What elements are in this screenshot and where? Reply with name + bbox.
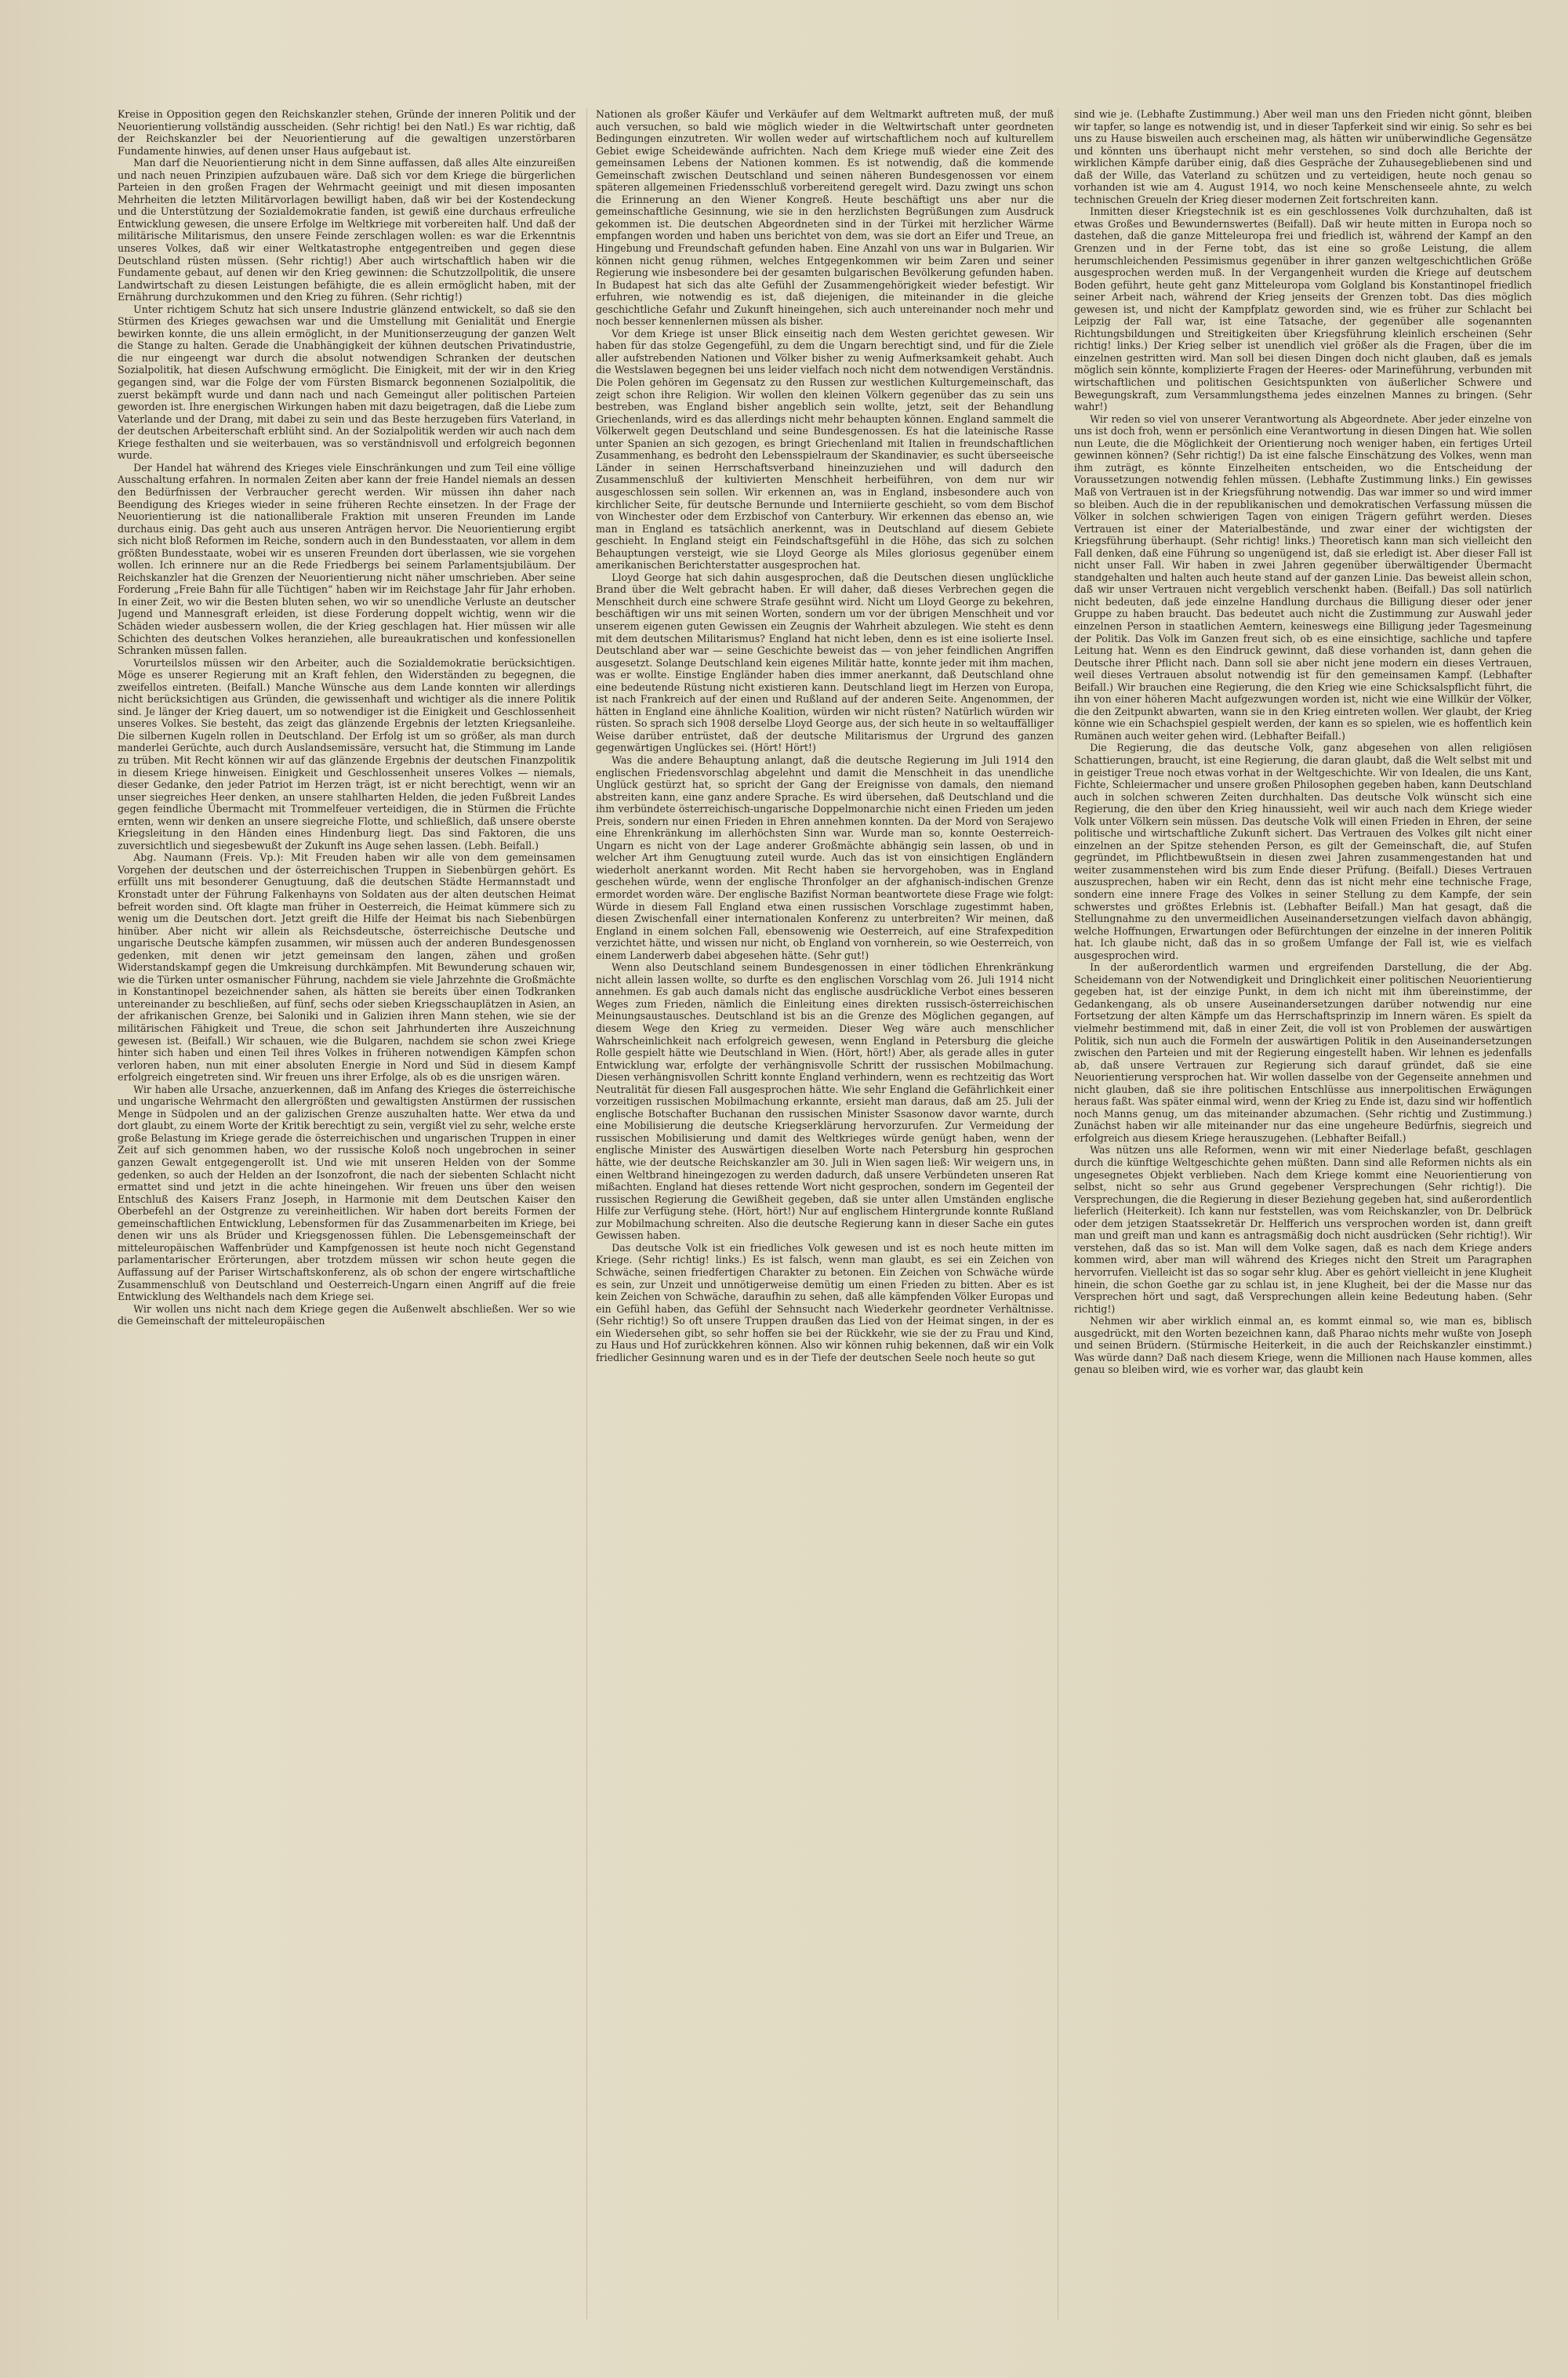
text-columns <box>118 108 1532 2319</box>
column-3-paragraph: sind wie je. (Lebhafte Zustimmung.) Aber weil man uns den Frieden nicht gönnt, bleiben wir tapfer, so lange es notwendig ist, und in dieser Tapferkeit sind wir einig. So sehr es bei uns zu Hause bisweilen auch erscheinen mag, als hätten wir unüberwindliche Gegensätze und könnten uns überhaupt nicht mehr verstehen, so sind doch alle Berichte der wirklichen Kämpfe darüber einig, daß dies Gespräche der Zuhausegebliebenen sind und daß der Wille, das Vaterland zu schützen und zu verteidigen, heute noch genau so vorhanden ist wie am 4. August 1914, wo noch keine Menschenseele ahnte, zu welch technischen Greueln der Krieg dieser modernen Zeit fortschreiten kann. <box>1074 108 1532 205</box>
column-1-paragraph: Kreise in Opposition gegen den Reichskanzler stehen, Gründe der inneren Politik und der Neuorientierung vollständig ausscheiden. (Sehr richtig! bei den Natl.) Es war richtig, daß der Reichskanzler bei der Neuorientierung auf die gewaltigen unzerstörbaren Fundamente hinwies, auf denen unser Haus aufgebaut ist. <box>118 108 575 157</box>
column-2-paragraph: Nationen als großer Käufer und Verkäufer auf dem Weltmarkt auftreten muß, der muß auch versuchen, so bald wie möglich wieder in die Weltwirtschaft unter geordneten Bedingungen einzutreten. Wir wollen weder auf wirtschaftlichem noch auf kulturellem Gebiet ewige Scheidewände aufrichten. Nach dem Kriege muß wieder eine Zeit des gemeinsamen Lebens der Nationen kommen. Es ist notwendig, daß die kommende Gemeinschaft zwischen Deutschland und seinen näheren Bundesgenossen vor einem späteren allgemeinen Friedensschluß vorbereitend geregelt wird. Dazu zwingt uns schon die Erinnerung an den Wiener Kongreß. Heute beschäftigt uns aber nur die gemeinschaftliche Gesinnung, wie sie in den herzlichsten Begrüßungen zum Ausdruck gekommen ist. Die deutschen Abgeordneten sind in der Türkei mit herzlicher Wärme empfangen worden und haben uns berichtet von dem, was sie dort an Eifer und Treue, an Hingebung und Freundschaft gefunden haben. Eine Anzahl von uns war in Bulgarien. Wir können nicht genug rühmen, welches Entgegenkommen wir beim Zaren und seiner Regierung wie insbesondere bei der gesamten bulgarischen Bevölkerung gefunden haben. In Budapest hat sich das alte Gefühl der Zusammengehörigkeit wieder befestigt. Wir erfuhren, wie notwendig es ist, daß diejenigen, die miteinander in die gleiche geschichtliche Gefahr und Zukunft hineingehen, sich auch untereinander noch mehr und noch besser kennenlernen müssen als bisher. <box>596 108 1054 328</box>
column-1-paragraph: Wir wollen uns nicht nach dem Kriege gegen die Außenwelt abschließen. Wer so wie die Gemeinschaft der mitteleuropäischen <box>118 1302 575 1327</box>
column-1-paragraph: Wir haben alle Ursache, anzuerkennen, daß im Anfang des Krieges die österreichische und ungarische Wehrmacht den allergrößten und gewaltigsten Anstürmen der russischen Menge in Südpolen und an der galizischen Grenze auszuhalten hatte. Wer etwa da und dort glaubt, zu einem Worte der Kritik berechtigt zu sein, vergißt viel zu sehr, welche erste große Belastung im Kriege gerade die österreichischen und ungarischen Truppen in einer Zeit auf sich genommen haben, wo der russische Koloß noch ungebrochen in seiner ganzen Gewalt entgegengerollt ist. Und wie mit unseren Helden von der Somme gedenken, so auch der Helden an der Isonzofront, die nach der siebenten Schlacht nicht ermattet sind und jetzt in die achte hineingehen. Wir freuen uns über den weisen Entschluß des Kaisers Franz Joseph, in Harmonie mit dem Deutschen Kaiser den Oberbefehl an der Ostgrenze zu vereinheitlichen. Wir haben dort bereits Formen der gemeinschaftlichen Entwicklung, Lebensformen für das Zusammenarbeiten im Kriege, bei denen wir uns als Brüder und Kriegsgenossen fühlen. Die Lebensgemeinschaft der mitteleuropäischen Waffenbrüder und Kampfgenossen ist heute noch nicht Gegenstand parlamentarischer Erörterungen, aber trotzdem müssen wir schon heute gegen die Auffassung auf der Pariser Wirtschaftskonferenz, als ob schon der engere wirtschaftliche Zusammenschluß von Deutschland und Oesterreich-Ungarn einen Angriff auf die freie Entwicklung des Welthandels nach dem Kriege sei. <box>118 1083 575 1303</box>
column-2 <box>596 108 1054 2319</box>
column-2-paragraph: Das deutsche Volk ist ein friedliches Volk gewesen und ist es noch heute mitten im Kriege. (Sehr richtig! links.) Es ist falsch, wenn man glaubt, es sei ein Zeichen von Schwäche, seinen friedfertigen Charakter zu betonen. Ein Zeichen von Schwäche würde es sein, zur Unzeit und unnötigerweise demütig um einen Frieden zu bitten. Aber es ist kein Zeichen von Schwäche, daraufhin zu sehen, daß alle kämpfenden Völker Europas und ein Gefühl haben, das Gefühl der Sehnsucht nach Wiederkehr geordneter Verhältnisse. (Sehr richtig!) So oft unsere Truppen draußen das Lied von der Heimat singen, in der es ein Wiedersehen gibt, so sehr hoffen sie bei der Rückkehr, wie sie der zu Frau und Kind, zu Haus und Hof zurückkehren können. Also wir können ruhig bekennen, daß wir ein Volk friedlicher Gesinnung waren und es in der Tiefe der deutschen Seele noch heute so gut <box>596 1241 1054 1363</box>
column-1-paragraph: Vorurteilslos müssen wir den Arbeiter, auch die Sozialdemokratie berücksichtigen. Möge es unserer Regierung mit an Kraft fehlen, den Widerständen zu begegnen, die zweifellos eintreten. (Beifall.) Manche Wünsche aus dem Lande konnten wir allerdings nicht berücksichtigen aus Gründen, die gewissenhaft und wichtiger als die innere Politik sind. Je länger der Krieg dauert, um so notwendiger ist die Einigkeit und Geschlossenheit unseres Volkes. Sie besteht, das zeigt das glänzende Ergebnis der letzten Kriegsanleihe. Die silbernen Kugeln rollen in Deutschland. Der Erfolg ist um so größer, als man durch manderlei Gerüchte, auch durch Auslandsemissäre, versucht hat, die Stimmung im Lande zu trüben. Mit Recht können wir auf das glänzende Ergebnis der deutschen Finanzpolitik in diesem Kriege hinweisen. Einigkeit und Geschlossenheit unseres Volkes — niemals, dieser Gedanke, den jeder Patriot im Herzen trägt, ist er nicht berechtigt, wenn wir an unser siegreiches Heer denken, an unsere stahlharten Helden, die jeden Fußbreit Landes gegen feindliche Übermacht mit Trommelfeuer verteidigen, die in Stürmen die Früchte ernten, wenn wir denken an unsere siegreiche Flotte, und schließlich, daß unsere oberste Kriegsleitung in den Händen eines Hindenburg liegt. Das sind Faktoren, die uns zuversichtlich und siegesbewußt der Zukunft ins Auge sehen lassen. (Lebh. Beifall.) <box>118 656 575 851</box>
column-3-paragraph: In der außerordentlich warmen und ergreifenden Darstellung, die der Abg. Scheidemann von der Notwendigkeit und Dringlichkeit einer politischen Neuorientierung gegeben hat, ist der einzige Punkt, in dem ich nicht mit ihm übereinstimme, der Gedankengang, als ob unsere Auseinandersetzungen darüber notwendig nur eine Fortsetzung der alten Kämpfe um das Herrschaftsprinzip im Innern wären. Es spielt da vielmehr bestimmend mit, daß in einer Zeit, die voll ist von Problemen der auswärtigen Politik, sich nun auch die Formeln der auswärtigen Politik in den Auseinandersetzungen zwischen den Parteien und mit der Regierung eingestellt haben. Wir lehnen es jedenfalls ab, daß unsere Vertrauen zur Regierung sich darauf gründet, daß sie eine Neuorientierung versprochen hat. Wir wollen dasselbe von der Gegenseite annehmen und nicht glauben, daß sie ihre politischen Entschlüsse aus innerpolitischen Erwägungen heraus faßt. Was später einmal wird, wenn der Krieg zu Ende ist, dazu sind wir hoffentlich noch Manns genug, um das miteinander abzumachen. (Sehr richtig und Zustimmung.) Zunächst haben wir alle miteinander nur das eine ungeheure Bedürfnis, siegreich und erfolgreich aus diesem Kriege herauszugehen. (Lebhafter Beifall.) <box>1074 961 1532 1144</box>
column-1-paragraph: Unter richtigem Schutz hat sich unsere Industrie glänzend entwickelt, so daß sie den Stürmen des Krieges gewachsen war und die Umstellung mit Genialität und Energie bewirken konnte, die uns allein ermöglicht, in der Munitionserzeugung der ganzen Welt die Stange zu halten. Gerade die Unabhängigkeit der kühnen deutschen Privatindustrie, die nur eingeengt war durch die absolut notwendigen Schranken der deutschen Sozialpolitik, hat diesen Aufschwung ermöglicht. Die Einigkeit, mit der wir in den Krieg gegangen sind, war die Folge der vom Fürsten Bismarck begonnenen Sozialpolitik, die zuerst bekämpft wurde und dann nach und nach Gemeingut aller politischen Parteien geworden ist. Ihre energischen Wirkungen haben mit dazu beigetragen, daß die Liebe zum Vaterlande und der Drang, mit dabei zu sein und das Beste herzugeben fürs Vaterland, in der deutschen Arbeiterschaft erblüht sind. An der Sozialpolitik werden wir auch nach dem Kriege festhalten und sie weiterbauen, was so verständnisvoll und erfolgreich begonnen wurde. <box>118 303 575 462</box>
column-3-paragraph: Was nützen uns alle Reformen, wenn wir mit einer Niederlage befaßt, geschlagen durch die künftige Weltgeschichte gehen müßten. Dann sind alle Reformen nichts als ein ungesegnetes Objekt verblieben. Nach dem Kriege kommt eine Neuorientierung von selbst, nicht so sehr aus Grund gegebener Versprechungen (Sehr richtig!). Die Versprechungen, die die Regierung in dieser Beziehung gegeben hat, sind außerordentlich lieferlich (Heiterkeit). Ich kann nur feststellen, was vom Reichskanzler, von Dr. Delbrück oder dem jetzigen Staatssekretär Dr. Helfferich uns versprochen worden ist, dann greift man und greift man und kann es antragsmäßig doch nicht ausdrücken (Sehr richtig!). Wir verstehen, daß das so ist. Man will dem Volke sagen, daß es nach dem Kriege anders kommen wird, aber man will während des Krieges nicht den Streit um Paragraphen hervorrufen. Vielleicht ist das so sogar sehr klug. Aber es gehört vielleicht in jene Klugheit hinein, die schon Goethe gar zu schlau ist, in jene Klugheit, bei der die Masse nur das Versprechen hört und sagt, daß Versprechungen allein keine Bedeutung haben. (Sehr richtig!) <box>1074 1144 1532 1315</box>
column-3 <box>1074 108 1532 2319</box>
column-2-paragraph: Vor dem Kriege ist unser Blick einseitig nach dem Westen gerichtet gewesen. Wir haben für das stolze Gegengefühl, zu dem die Ungarn berechtigt sind, und für die Ziele aller aufstrebenden Nationen und Völker bisher zu wenig Aufmerksamkeit gehabt. Auch die Westslawen begegnen bei uns leider vielfach noch nicht dem notwendigen Verständnis. Die Polen gehören im Gegensatz zu den Russen zur westlichen Kulturgemeinschaft, das zeigt schon ihre Religion. Wir wollen den kleinen Völkern gegenüber das zu sein uns bestreben, was England bisher angeblich sein wollte, jetzt, seit der Behandlung Griechenlands, wird es das allerdings nicht mehr behaupten können. England sammelt die Völkerwelt gegen Deutschland und seine Bundesgenossen. Es hat die lateinische Rasse unter Spanien an sich gezogen, es bringt Griechenland mit Italien in freundschaftlichen Zusammenhang, es bedroht den Lebensspielraum der Skandinavier, es sucht überseeische Länder in seinen Herrschaftsverband hineinzuziehen und will dadurch den Zusammenschluß der kultivierten Menschheit herbeiführen, von dem nur wir ausgeschlossen sein sollen. Wir erkennen an, was in England, insbesondere auch von kirchlicher Seite, für deutsche Bernunde und Interniierte geschieht, so vom dem Bischof von Winchester oder dem Erzbischof von Canterbury. Wir erkennen das ebenso an, wie man in England es tatsächlich anerkennt, was in Deutschland auf diesem Gebiete geschieht. In England steigt ein Feindschaftsgefühl in die Höhe, das sich zu solchen Behauptungen versteigt, wie sie Lloyd George als Miles gloriosus gegenüber einem amerikanischen Berichterstatter ausgesprochen hat. <box>596 327 1054 572</box>
column-3-paragraph: Wir reden so viel von unserer Verantwortung als Abgeordnete. Aber jeder einzelne von uns ist doch froh, wenn er persönlich eine Verantwortung in diesen Dingen hat. Wie sollen nun Leute, die die Möglichkeit der Orientierung noch weniger haben, ein fertiges Urteil gewinnen können? (Sehr richtig!) Da ist eine falsche Einschätzung des Volkes, wenn man ihm zuträgt, es könnte Einzelheiten entscheiden, wo die Entscheidung der Voraussetzungen notwendig fehlen müssen. (Lebhafte Zustimmung links.) Ein gewisses Maß von Vertrauen ist in der Kriegsführung notwendig. Das war immer so und wird immer so bleiben. Auch die in der republikanischen und demokratischen Verfassung müssen die Völker in solchen schwierigen Tagen von einigen Trägern geführt werden. Dieses Vertrauen ist einer der Materialbestände, und zwar einer der wichtigsten der Kriegsführung überhaupt. (Sehr richtig! links.) Theoretisch kann man sich vielleicht den Fall denken, daß eine Führung so ungenügend ist, daß sie erledigt ist. Aber dieser Fall ist nicht unser Fall. Wir haben in zwei Jahren gegenüber überwältigender Übermacht standgehalten und halten auch heute stand auf der ganzen Linie. Das beweist allein schon, daß wir unser Vertrauen nicht vergeblich verschenkt haben. (Beifall.) Das soll natürlich nicht bedeuten, daß jede einzelne Handlung durchaus die Billigung dieser oder jener Gruppe zu haben braucht. Das bedeutet auch nicht die Zustimmung zur Auswahl jeder einzelnen Person in staatlichen Aemtern, keineswegs eine Billigung jeder Tagesmeinung der Politik. Das Volk im Ganzen freut sich, ob es eine einsichtige, sachliche und tapfere Leitung hat. Wenn es den Eindruck gewinnt, daß diese vorhanden ist, dann gehen die Deutsche ihrer Pflicht nach. Dann soll sie aber nicht jene modern ein dieses Vertrauen, weil dieses Vertrauen absolut notwendig ist für den gemeinsamen Kampf. (Lebhafter Beifall.) Wir brauchen eine Regierung, die den Krieg wie eine Schicksalspflicht führt, die ihn von einer höheren Macht aufgezwungen worden ist, nicht wie eine Willkür der Völker, die den Zeitpunkt abwarten, wann sie in den Krieg eintreten wollen. Wer glaubt, der Krieg könne wie ein Schachspiel gespielt werden, der kann es so spielen, wie es hoffentlich kein Rumänen auch weiter gehen wird. (Lebhafter Beifall.) <box>1074 412 1532 742</box>
column-2-paragraph: Was die andere Behauptung anlangt, daß die deutsche Regierung im Juli 1914 den englischen Friedensvorschlag abgelehnt und damit die Menschheit in das unendliche Unglück gestürzt hat, so spricht der Gang der Ereignisse von damals, den niemand abstreiten kann, eine ganz andere Sprache. Es wird übersehen, daß Deutschland und die ihm verbündete österreichisch-ungarische Doppelmonarchie nicht einen Frieden um jeden Preis, sondern nur einen Frieden in Ehren annehmen konnten. Da der Mord von Serajewo eine Ehrenkränkung im allerhöchsten Sinn war. Wurde man so, konnte Oesterreich-Ungarn es nicht von der Lage anderer Großmächte abhängig sein lassen, ob und in welcher Art ihm Genugtuung zuteil wurde. Auch das ist von einsichtigen Engländern wiederholt anerkannt worden. Mit Recht haben sie hervorgehoben, was in England geschehen würde, wenn der englische Thronfolger an der afghanisch-indischen Grenze ermordet worden wäre. Der englische Bazifist Norman beantwortete diese Frage wie folgt: Würde in diesem Fall England etwa einen russischen Vorschlage zugestimmt haben, diesen Zwischenfall einer internationalen Konferenz zu unterbreiten? Wir meinen, daß England in einem solchen Fall, ebensowenig wie Oesterreich, auf eine Strafexpedition verzichtet hätte, und wissen nur nicht, ob England von vornherein, so wie Oesterreich, von einem Landerwerb dabei abgesehen hätte. (Sehr gut!) <box>596 753 1054 961</box>
column-2-paragraph: Wenn also Deutschland seinem Bundesgenossen in einer tödlichen Ehrenkränkung nicht allein lassen wollte, so durfte es den englischen Vorschlag vom 26. Juli 1914 nicht annehmen. Es gab auch damals nicht das englische ausdrückliche Verbot eines besseren Weges zum Frieden, nämlich die Einleitung eines direkten russisch-österreichischen Meinungsaustausches. Deutschland ist bis an die Grenze des Möglichen gegangen, auf diesem Wege den Krieg zu vermeiden. Dieser Weg wäre auch menschlicher Wahrscheinlichkeit nach erfolgreich gewesen, wenn England in Petersburg die gleiche Rolle gespielt hätte wie Deutschland in Wien. (Hört, hört!) Aber, als gerade alles in guter Entwicklung war, erfolgte der verhängnisvolle Schritt der russischen Mobilmachung. Diesen verhängnisvollen Schritt konnte England verhindern, wenn es rechtzeitig das Wort Neutralität für diesen Fall ausgesprochen hätte. Wie sehr England die Gefährlichkeit einer vorzeitigen russischen Mobilmachung erkannte, ersieht man daraus, daß am 25. Juli der englische Botschafter Buchanan den russischen Minister Ssasonow davor warnte, durch eine Mobilisierung die deutsche Kriegserklärung hervorzurufen. Zur Vermeidung der russischen Mobilisierung und damit des Weltkrieges würde genügt haben, wenn der englische Minister des Auswärtigen dieselben Worte nach Petersburg hin gesprochen hätte, wie der deutsche Reichskanzler am 30. Juli in Wien sagen ließ: Wir weigern uns, in einen Weltbrand hineingezogen zu werden dadurch, daß unsere Verbündeten unseren Rat mißachten. England hat dieses rettende Wort nicht gesprochen, sondern im Gegenteil der russischen Regierung die Gewißheit gegeben, daß sie unter allen Umständen englische Hilfe zur Verfügung stehe. (Hört, hört!) Nur auf englischem Hintergrunde konnte Rußland zur Mobilmachung schreiten. Also die deutsche Regierung kann in dieser Sache ein gutes Gewissen haben. <box>596 961 1054 1242</box>
column-1-paragraph: Abg. Naumann (Freis. Vp.): Mit Freuden haben wir alle von dem gemeinsamen Vorgehen der deutschen und der österreichischen Truppen in Siebenbürgen gehört. Es erfüllt uns mit besonderer Genugtuung, daß die deutschen Städte Hermannstadt und Kronstadt unter der Führung Falkenhayns von Soldaten aus der alten deutschen Heimat befreit worden sind. Oft klagte man früher in Oesterreich, die Heimat kümmere sich zu wenig um die Deutschen dort. Jetzt greift die Hilfe der Heimat bis nach Siebenbürgen hinüber. Aber nicht wir allein als Reichsdeutsche, österreichische Deutsche und ungarische Deutsche kämpfen zusammen, wir müssen auch der anderen Bundesgenossen gedenken, mit denen wir jetzt gemeinsam den langen, zähen und großen Widerstandskampf gegen die Umkreisung durchkämpfen. Mit Bewunderung schauen wir, wie die Türken unter osmanischer Führung, nachdem sie viele Jahrzehnte die Großmächte in Konstantinopel bezeichnender sahen, als hätten sie bereits über einen Todkranken untereinander zu beschließen, auf fünf, sechs oder sieben Kriegsschauplätzen in Asien, an der afrikanischen Grenze, bei Saloniki und in Galizien ihren Mann stehen, wie sie der militärischen Fähigkeit und Treue, die schon seit Jahrhunderten ihre Auszeichnung gewesen ist. (Beifall.) Wir schauen, wie die Bulgaren, nachdem sie schon zwei Kriege hinter sich haben und einen Teil ihres Volkes in früheren notwendigen Kämpfen schon verloren haben, nun mit einer absoluten Energie in Nord und Süd in diesem Kampf erfolgreich eingetreten sind. Wir freuen uns ihrer Erfolge, als ob es die unsrigen wären. <box>118 851 575 1084</box>
column-2-paragraph: Lloyd George hat sich dahin ausgesprochen, daß die Deutschen diesen unglückliche Brand über die Welt gebracht haben. Er will daher, daß dieses Verbrechen gegen die Menschheit durch eine schwere Strafe gesühnt wird. Nicht um Lloyd George zu bekehren, beschäftigen wir uns mit seinen Worten, sondern um vor der übrigen Menschheit und vor unserem eigenen guten Gewissen ein Zeugnis der Wahrheit abzulegen. Wie steht es denn mit dem deutschen Militarismus? England hat nicht leben, denn es ist eine isolierte Insel. Deutschland aber war — seine Geschichte beweist das — von jeher feindlichen Angriffen ausgesetzt. Solange Deutschland kein eigenes Militär hatte, konnte jeder mit ihm machen, was er wollte. Einstige Engländer haben dies immer anerkannt, daß Deutschland ohne eine bedeutende Rüstung nicht existieren kann. Deutschland liegt im Herzen von Europa, ist nach Frankreich auf der einen und Rußland auf der anderen Seite. Angenommen, der hätten in England eine ähnliche Koalition, würden wir nicht rüsten? Natürlich würden wir rüsten. So sprach sich 1908 derselbe Lloyd George aus, der sich heute in so weltauffälliger Weise darüber entrüstet, daß der deutsche Militarismus der Urgrund des ganzen gegenwärtigen Unglückes sei. (Hört! Hört!) <box>596 571 1054 754</box>
column-1 <box>118 108 575 2319</box>
column-1-paragraph: Man darf die Neuorientierung nicht in dem Sinne auffassen, daß alles Alte einzureißen und nach neuen Prinzipien aufzubauen wäre. Daß sich vor dem Kriege die bürgerlichen Parteien in den großen Fragen der Wehrmacht geeinigt und mit diesen imposanten Mehrheiten die letzten Militärvorlagen bewilligt haben, daß wir bei der Kostendeckung und die Unterstützung der Sozialdemokratie fanden, ist gewiß eine durchaus erfreuliche Entwicklung gewesen, die unsere Erfolge im Weltkriege mit vorbereiten half. Und daß der militärische Militarismus, den unsere Feinde zerschlagen wollen: es war die Erkenntnis unseres Volkes, daß wir einer Weltkatastrophe entgegentreiben und gegen diese Deutschland rüsten müssen. (Sehr richtig!) Aber auch wirtschaftlich haben wir die Fundamente gebaut, auf denen wir den Krieg gewinnen: die Schutzzollpolitik, die unsere Landwirtschaft zu diesen Leistungen befähigte, die es allein ermöglicht haben, mit der Ernährung durchzukommen und den Krieg zu führen. (Sehr richtig!) <box>118 157 575 303</box>
column-1-paragraph: Der Handel hat während des Krieges viele Einschränkungen und zum Teil eine völlige Ausschaltung erfahren. In normalen Zeiten aber kann der freie Handel niemals an dessen den Bedürfnissen der Verbraucher gerecht werden. Wir müssen ihn daher nach Beendigung des Krieges wieder in seine früheren Rechte einsetzen. In der Frage der Neuorientierung ist die nationalliberale Fraktion mit unseren Freunden im Lande durchaus einig. Das geht auch aus unseren Anträgen hervor. Die Neuorientierung ergibt sich nicht bloß Reformen im Reiche, sondern auch in den Bundesstaaten, vor allem in dem größten Bundesstaate, wobei wir es unseren Freunden dort überlassen, wie sie vorgehen wollen. Ich erinnere nur an die Rede Friedbergs bei seinem Parlamentsjubiläum. Der Reichskanzler hat die Grenzen der Neuorientierung nicht näher umschrieben. Aber seine Forderung „Freie Bahn für alle Tüchtigen“ haben wir im Reichstage Jahr für Jahr erhoben. In einer Zeit, wo wir die Besten bluten sehen, wo wir so unendliche Verluste an deutscher Jugend und Mannesgraft erleiden, ist diese Forderung doppelt wichtig, wenn wir die Schäden wieder ausbessern wollen, die der Krieg geschlagen hat. Hier müssen wir alle Schichten des deutschen Volkes heranziehen, alle bureaukratischen und konfessionellen Schranken müssen fallen. <box>118 461 575 657</box>
column-3-paragraph: Inmitten dieser Kriegstechnik ist es ein geschlossenes Volk durchzuhalten, daß ist etwas Großes und Bewundernswertes (Beifall). Daß wir heute mitten in Europa noch so dastehen, daß die ganze Mitteleuropa frei und friedlich ist, während der Kampf an den Grenzen und in der Ferne tobt, das ist eine so große Leistung, die allem herumschleichenden Pessimismus gegenüber in ihrer ganzen weltgeschichtlichen Größe ausgesprochen werden muß. In der Vergangenheit wurden die Kriege auf deutschem Boden geführt, heute geht ganz Mitteleuropa vom Golgland bis Konstantinopel friedlich seiner Arbeit nach, während der Krieg jenseits der Grenzen tobt. Das dies möglich gewesen ist, und nicht der Kampfplatz geworden sind, wie es früher zur Schlacht bei Leipzig der Fall war, ist eine Tatsache, der gegenüber alle sogenannten Richtungsbildungen und Streitigkeiten über Kriegsführung kleinlich erscheinen (Sehr richtig! links.) Der Krieg selber ist unendlich viel größer als die Fragen, über die im einzelnen gestritten wird. Man soll bei diesen Dingen doch nicht glauben, daß es jemals möglich sein könnte, komplizierte Fragen der Heeres- oder Marineführung, verbunden mit wirtschaftlichen und politischen Gesichtspunkten von äußerlicher Schwere und Bewegungskraft, zum Versammlungsthema jedes einzelnen Mannes zu bringen. (Sehr wahr!) <box>1074 205 1532 413</box>
column-divider <box>586 108 587 2319</box>
column-3-paragraph: Die Regierung, die das deutsche Volk, ganz abgesehen von allen religiösen Schattierungen, braucht, ist eine Regierung, die daran glaubt, daß die Welt selbst mit und in geistiger Treue noch etwas vorhat in der Weltgeschichte. Wir von Idealen, die uns Kant, Fichte, Schleiermacher und unsere großen Philosophen gegeben haben, kann Deutschland auch in solchen schweren Zeiten durchhalten. Das deutsche Volk wünscht sich eine Regierung, die den über den Krieg hinaussieht, weil wir auch nach dem Kriege wieder Volk unter Völkern sein müssen. Das deutsche Volk will einen Frieden in Ehren, der seine politische und wirtschaftliche Zukunft sichert. Das Vertrauen des Volkes gilt nicht einer einzelnen an der Spitze stehenden Person, es gilt der Gemeinschaft, die, auf Stufen gegründet, im Pflichtbewußtsein in diesen zwei Jahren zusammengestanden hat und weiter zusammenstehen wird bis zum Ende dieser Prüfung. (Beifall.) Dieses Vertrauen auszusprechen, haben wir ein Recht, denn das ist nicht mehr eine technische Frage, sondern eine innere Frage des Volkes in seiner Stellung zu dem Kampfe, der sein schwerstes und größtes Erlebnis ist. (Lebhafter Beifall.) Man hat gesagt, daß die Stellungnahme zu den unvermeidlichen Auseinandersetzungen vielfach davon abhängig, welche Hoffnungen, Erwartungen oder Befürchtungen der einzelne in der inneren Politik hat. Ich glaube nicht, daß das in so großem Umfange der Fall ist, wie es vielfach ausgesprochen wird. <box>1074 742 1532 961</box>
column-3-paragraph: Nehmen wir aber wirklich einmal an, es kommt einmal so, wie man es, biblisch ausgedrückt, mit den Worten bezeichnen kann, daß Pharao nichts mehr wußte von Joseph und seinen Brüdern. (Stürmische Heiterkeit, in die auch der Reichskanzler einstimmt.) Was würde dann? Daß nach diesem Kriege, wenn die Millionen nach Hause kommen, alles genau so bleiben wird, wie es vorher war, das glaubt kein <box>1074 1315 1532 1376</box>
